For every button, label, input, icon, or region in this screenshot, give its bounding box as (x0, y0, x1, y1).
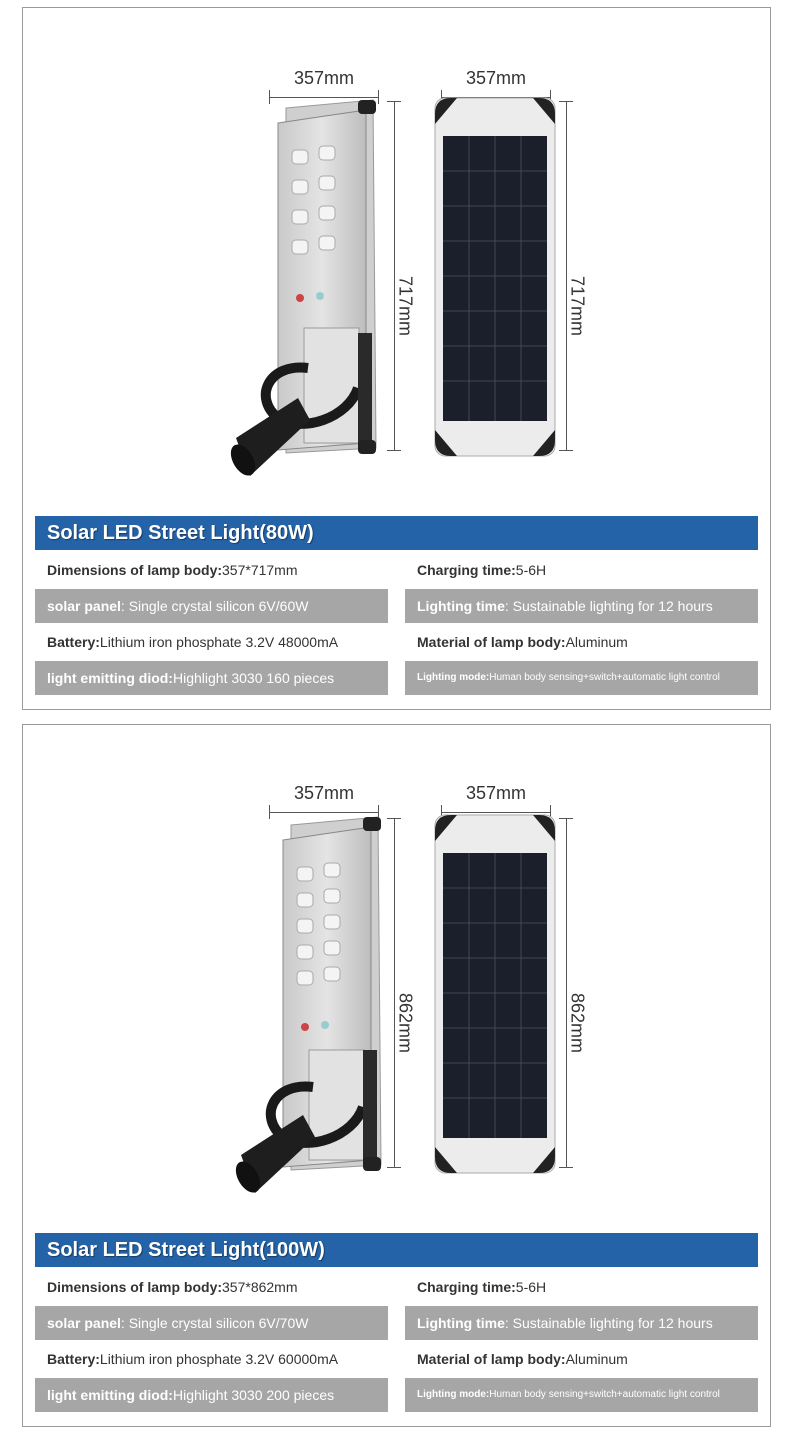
spec-material: Material of lamp body:Aluminum (417, 1351, 628, 1367)
spec-row (35, 589, 758, 625)
product-card-80w (22, 7, 771, 710)
spec-row (35, 625, 758, 661)
lamp-body-image (208, 98, 383, 483)
spec-charging-time: Charging time:5-6H (417, 562, 547, 578)
spec-row (35, 553, 758, 589)
spec-charging-time: Charging time:5-6H (417, 1279, 547, 1295)
solar-panel-image (433, 96, 557, 458)
lamp-height-label: 862mm (395, 993, 416, 1054)
product-card-100w (22, 724, 771, 1427)
spec-led: light emitting diod:Highlight 3030 200 pieces (35, 1378, 388, 1412)
spec-dimensions: Dimensions of lamp body:357*717mm (47, 562, 298, 578)
panel-width-label: 357mm (465, 68, 527, 88)
spec-table (35, 1270, 758, 1414)
lamp-width-label: 357mm (293, 68, 355, 88)
spec-dimensions: Dimensions of lamp body:357*862mm (47, 1279, 298, 1295)
panel-width-label: 357mm (465, 783, 527, 803)
panel-height-label: 717mm (567, 276, 588, 337)
lamp-height-dimension (387, 101, 416, 451)
panel-height-label: 862mm (567, 993, 588, 1054)
panel-height-dimension (559, 818, 588, 1168)
solar-panel-image (433, 813, 557, 1175)
product-title-bar: Solar LED Street Light(80W) (35, 516, 758, 550)
product-figure (23, 8, 770, 513)
lamp-body-image (213, 815, 388, 1200)
spec-solar-panel: solar panel: Single crystal silicon 6V/60W (35, 589, 388, 623)
product-figure (23, 725, 770, 1230)
spec-row (35, 1306, 758, 1342)
spec-lighting-mode: Lighting mode:Human body sensing+switch+automatic light control (405, 1378, 758, 1412)
spec-battery: Battery:Lithium iron phosphate 3.2V 48000mA (47, 634, 339, 650)
spec-lighting-time: Lighting time: Sustainable lighting for 12 hours (405, 589, 758, 623)
spec-lighting-time: Lighting time: Sustainable lighting for 12 hours (405, 1306, 758, 1340)
spec-material: Material of lamp body:Aluminum (417, 634, 628, 650)
spec-row (35, 1270, 758, 1306)
spec-lighting-mode: Lighting mode:Human body sensing+switch+automatic light control (405, 661, 758, 695)
spec-row (35, 1378, 758, 1414)
spec-row (35, 1342, 758, 1378)
spec-row (35, 661, 758, 697)
spec-solar-panel: solar panel: Single crystal silicon 6V/70W (35, 1306, 388, 1340)
spec-battery: Battery:Lithium iron phosphate 3.2V 60000mA (47, 1351, 339, 1367)
product-title-bar: Solar LED Street Light(100W) (35, 1233, 758, 1267)
lamp-height-label: 717mm (395, 276, 416, 337)
spec-table (35, 553, 758, 697)
lamp-width-label: 357mm (293, 783, 355, 803)
spec-led: light emitting diod:Highlight 3030 160 pieces (35, 661, 388, 695)
lamp-height-dimension (387, 818, 416, 1168)
panel-height-dimension (559, 101, 588, 451)
